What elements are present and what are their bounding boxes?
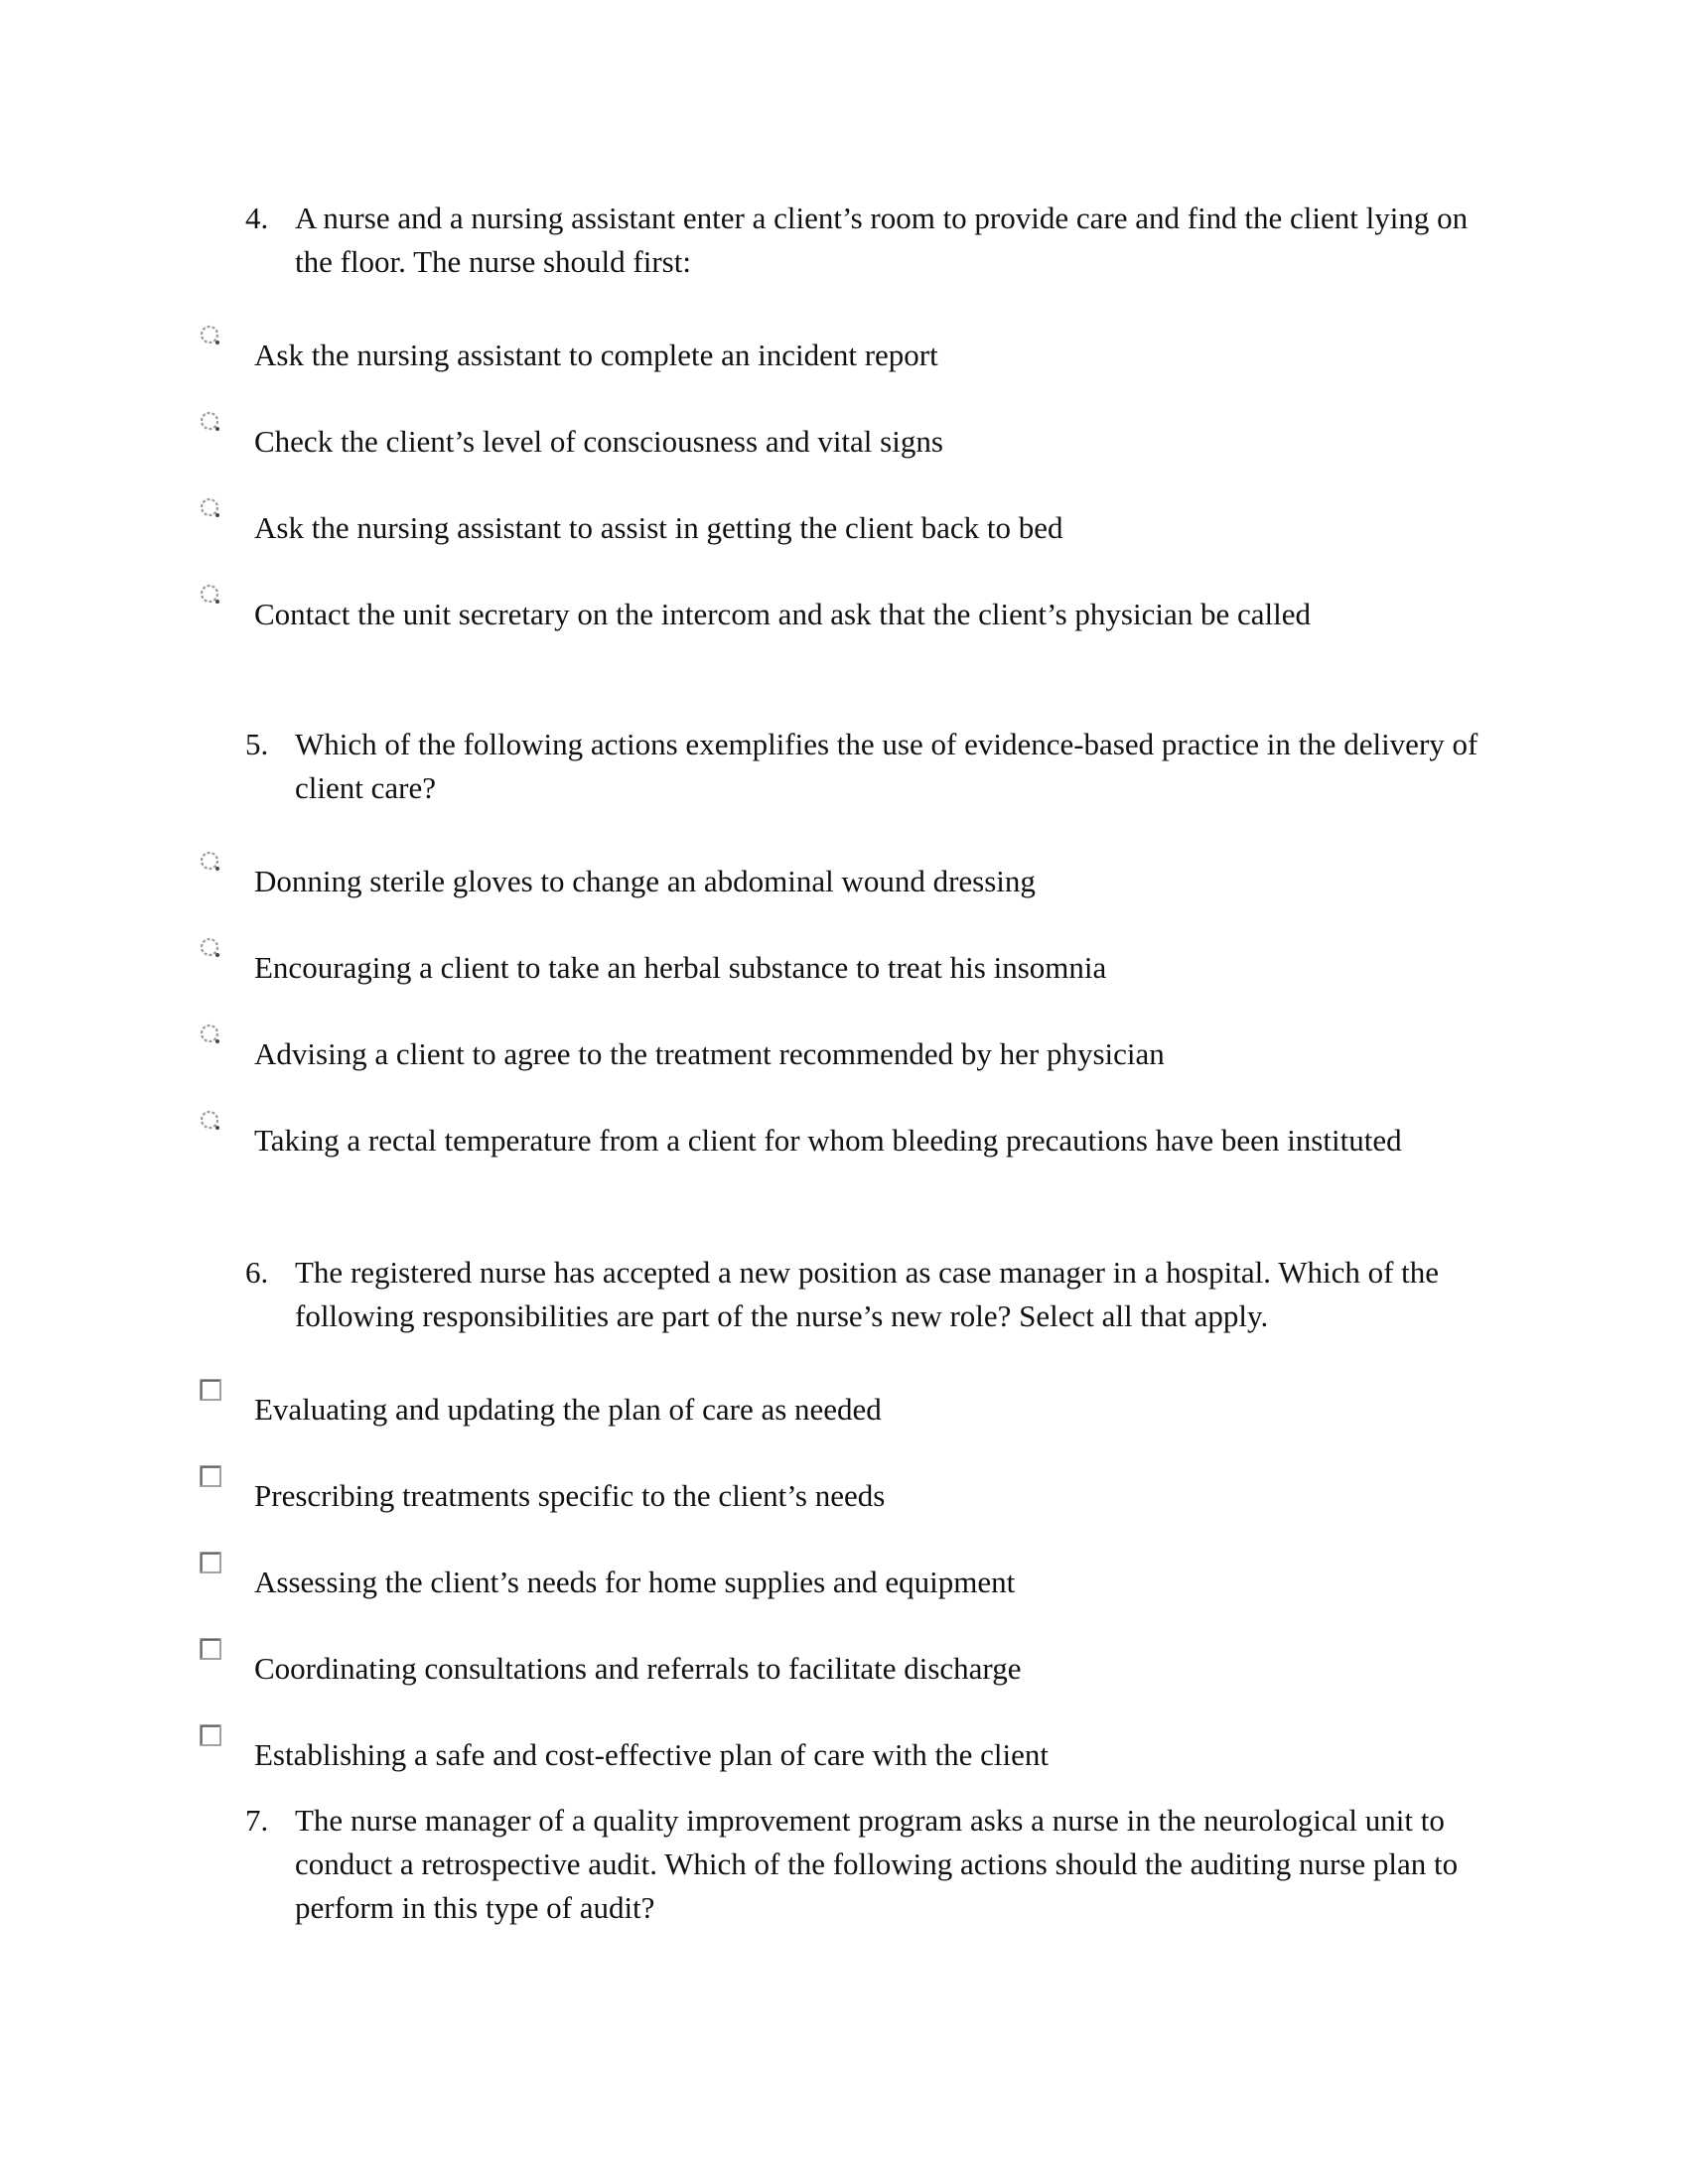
radio-button-icon[interactable] — [199, 1023, 224, 1048]
option-label: Evaluating and updating the plan of care as needed — [254, 1392, 882, 1427]
checkbox-icon[interactable] — [199, 1551, 224, 1576]
question-6 — [245, 1251, 1486, 1338]
option-label: Coordinating consultations and referrals to facilitate discharge — [254, 1651, 1022, 1686]
radio-button-icon[interactable] — [199, 324, 224, 349]
question-number: 6. — [245, 1255, 269, 1290]
question-text: Which of the following actions exemplifies the use of evidence-based practice in the delivery of client care? — [295, 727, 1478, 805]
checkbox-icon[interactable] — [199, 1637, 224, 1663]
option-label: Advising a client to agree to the treatment recommended by her physician — [254, 1036, 1165, 1071]
checkbox-icon[interactable] — [199, 1378, 224, 1404]
question-number: 4. — [245, 201, 269, 235]
question-text: The nurse manager of a quality improvement program asks a nurse in the neurological unit to conduct a retrospective audit. Which of the following actions should the auditing nurse plan to perform in this type of audit? — [295, 1803, 1459, 1925]
option-label: Taking a rectal temperature from a client for whom bleeding precautions have been instituted — [254, 1123, 1402, 1158]
option-label: Prescribing treatments specific to the client’s needs — [254, 1478, 886, 1513]
question-number: 5. — [245, 727, 269, 761]
option-label: Assessing the client’s needs for home supplies and equipment — [254, 1565, 1016, 1599]
question-text: The registered nurse has accepted a new position as case manager in a hospital. Which of the following responsibilities are part of the nurse’s new role? Select all that apply. — [295, 1255, 1440, 1333]
radio-button-icon[interactable] — [199, 496, 224, 522]
option-label: Ask the nursing assistant to complete an incident report — [254, 338, 938, 372]
checkbox-icon[interactable] — [199, 1464, 224, 1490]
question-number: 7. — [245, 1803, 269, 1838]
option-label: Establishing a safe and cost-effective plan of care with the client — [254, 1737, 1049, 1772]
question-5 — [245, 723, 1486, 810]
option-label: Contact the unit secretary on the intercom and ask that the client’s physician be called — [254, 597, 1311, 631]
radio-button-icon[interactable] — [199, 1109, 224, 1135]
radio-button-icon[interactable] — [199, 850, 224, 876]
radio-button-icon[interactable] — [199, 583, 224, 609]
question-text: A nurse and a nursing assistant enter a client’s room to provide care and find the client lying on the floor. The nurse should first: — [295, 201, 1469, 279]
question-7 — [245, 1799, 1486, 1930]
option-label: Check the client’s level of consciousness and vital signs — [254, 424, 943, 459]
option-label: Donning sterile gloves to change an abdominal wound dressing — [254, 864, 1036, 898]
question-4 — [245, 197, 1486, 284]
option-label: Ask the nursing assistant to assist in getting the client back to bed — [254, 510, 1063, 545]
radio-button-icon[interactable] — [199, 410, 224, 436]
radio-button-icon[interactable] — [199, 936, 224, 962]
checkbox-icon[interactable] — [199, 1723, 224, 1749]
option-label: Encouraging a client to take an herbal substance to treat his insomnia — [254, 950, 1107, 985]
